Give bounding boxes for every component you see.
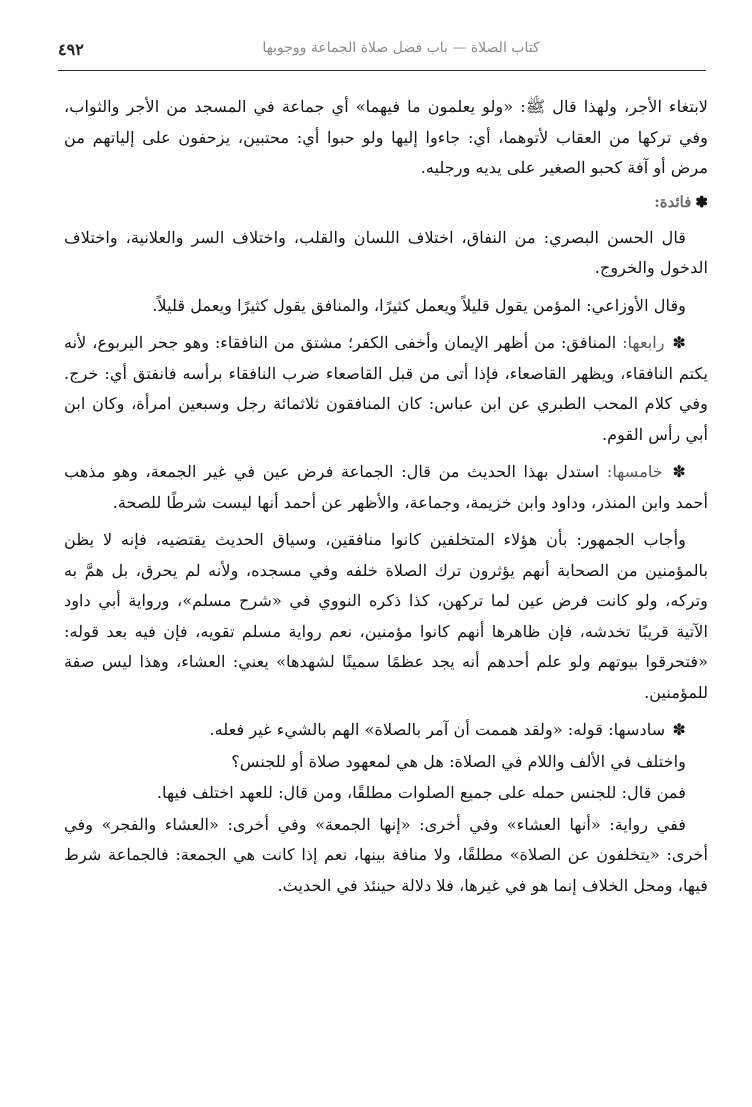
- paragraph-awzai: وقال الأوزاعي: المؤمن يقول قليلاً ويعمل كثيرًا، والمنافق يقول كثيرًا ويعمل قليلاً.: [152, 295, 686, 315]
- header-rule: [58, 70, 706, 71]
- asterisk-icon: ✽: [695, 192, 708, 211]
- paragraph-jins: فمن قال: للجنس حمله على جميع الصلوات مطلقًا، ومن قال: للعهد اختلف فيها.: [156, 783, 686, 802]
- asterisk-icon: ✽: [672, 462, 686, 481]
- paragraph-jumhur: وأجاب الجمهور: بأن هؤلاء المتخلفين كانوا منافقين، وسياق الحديث يقتضيه، فإنه لا يظن بالمؤمنين من الصحابة أنهم يؤثرون ترك الصلاة خلفه وفي مسجده، ولأنه لم يحرق، بل همَّ به وتركه، ولو كانت فرض عين لما تركهن، كذا ذكره النووي في «شرح مسلم»، ورواية أبي داود الآتية قريبًا تخدشه، فإن ظاهرها أنهم كانوا مؤمنين، نعم رواية مسلم تقويه، فإن فيه بعد قوله: «فتحرقوا بيوتهم ولو علم أحدهم أنه يجد عظمًا سمينًا لشهدها» يعني: العشاء، وهذا ليس صفة للمؤمنين.: [64, 530, 708, 702]
- running-header: [58, 40, 706, 84]
- paragraph-hasan-basri: قال الحسن البصري: من النفاق، اختلاف اللسان والقلب، واختلاف السر والعلانية، واختلاف الدخول والخروج.: [64, 227, 708, 277]
- asterisk-icon: ✽: [672, 720, 686, 739]
- paragraph-text: قوله: «ولقد هممت أن آمر بالصلاة» الهم بالشيء غير فعله.: [209, 720, 603, 739]
- page-number: ٤٩٢: [58, 40, 84, 59]
- section-heading-fawaid: [64, 191, 708, 213]
- point-label-khamisuha: خامسها:: [606, 462, 663, 481]
- page-body: [64, 92, 708, 902]
- point-label-rabiuha: رابعها:: [622, 333, 665, 352]
- paragraph-rabiuha: [64, 328, 708, 450]
- paragraph-text: استدل بهذا الحديث من قال: الجماعة فرض عين في غير الجمعة، وهو مذهب أحمد وابن المنذر، وداود وابن خزيمة، وجماعة، والأظهر عن أحمد أنها ليست شرطًا للصحة.: [64, 462, 708, 512]
- running-title: كتاب الصلاة — باب فضل صلاة الجماعة ووجوبها: [262, 40, 540, 56]
- paragraph-riwayat: ففي رواية: «أنها العشاء» وفي أخرى: «إنها الجمعة» وفي أخرى: «العشاء والفجر» وفي أخرى: «يتخلفون عن الصلاة» مطلقًا، ولا منافة بينها، نعم إذا كانت هي الجمعة: فالجماعة شرط فيها، ومحل الخلاف إنما هو في غيرها، فلا دلالة حينئذ في الحديث.: [64, 814, 708, 895]
- section-heading-label: فائدة:: [654, 192, 692, 211]
- paragraph-alif-lam: واختلف في الألف واللام في الصلاة: هل هي لمعهود صلاة أو للجنس؟: [231, 751, 686, 771]
- paragraph-text: المنافق: من أظهر الإيمان وأخفى الكفر؛ مشتق من النافقاء: وهو جحر اليربوع، لأنه يكتم النافقاء، ويظهر القاصعاء، فإذا أتى من قبل القاصعاء ضرب النافقاء برأسه فانفتق أي: خرج. وفي كلام المحب الطبري عن ابن عباس: كان المنافقون ثلاثمائة رجل وسبعين امرأة، وكان ابن أبي رأس القوم.: [64, 333, 708, 444]
- asterisk-icon: ✽: [672, 333, 686, 352]
- point-label-sadisuha: سادسها:: [608, 720, 666, 739]
- paragraph-1: لابتغاء الأجر، ولهذا قال ﷺ: «ولو يعلمون ما فيهما» أي جماعة في المسجد من الأجر والثواب، وفي تركها من العقاب لأتوهما، أي: جاءوا إليها ولو حبوا أي: محتبين، يزحفون على إلياتهم من مرض أو آفة كحبو الصغير على يديه ورجليه.: [64, 97, 708, 177]
- paragraph-khamisuha: [64, 457, 708, 518]
- paragraph-sadisuha: [64, 715, 708, 746]
